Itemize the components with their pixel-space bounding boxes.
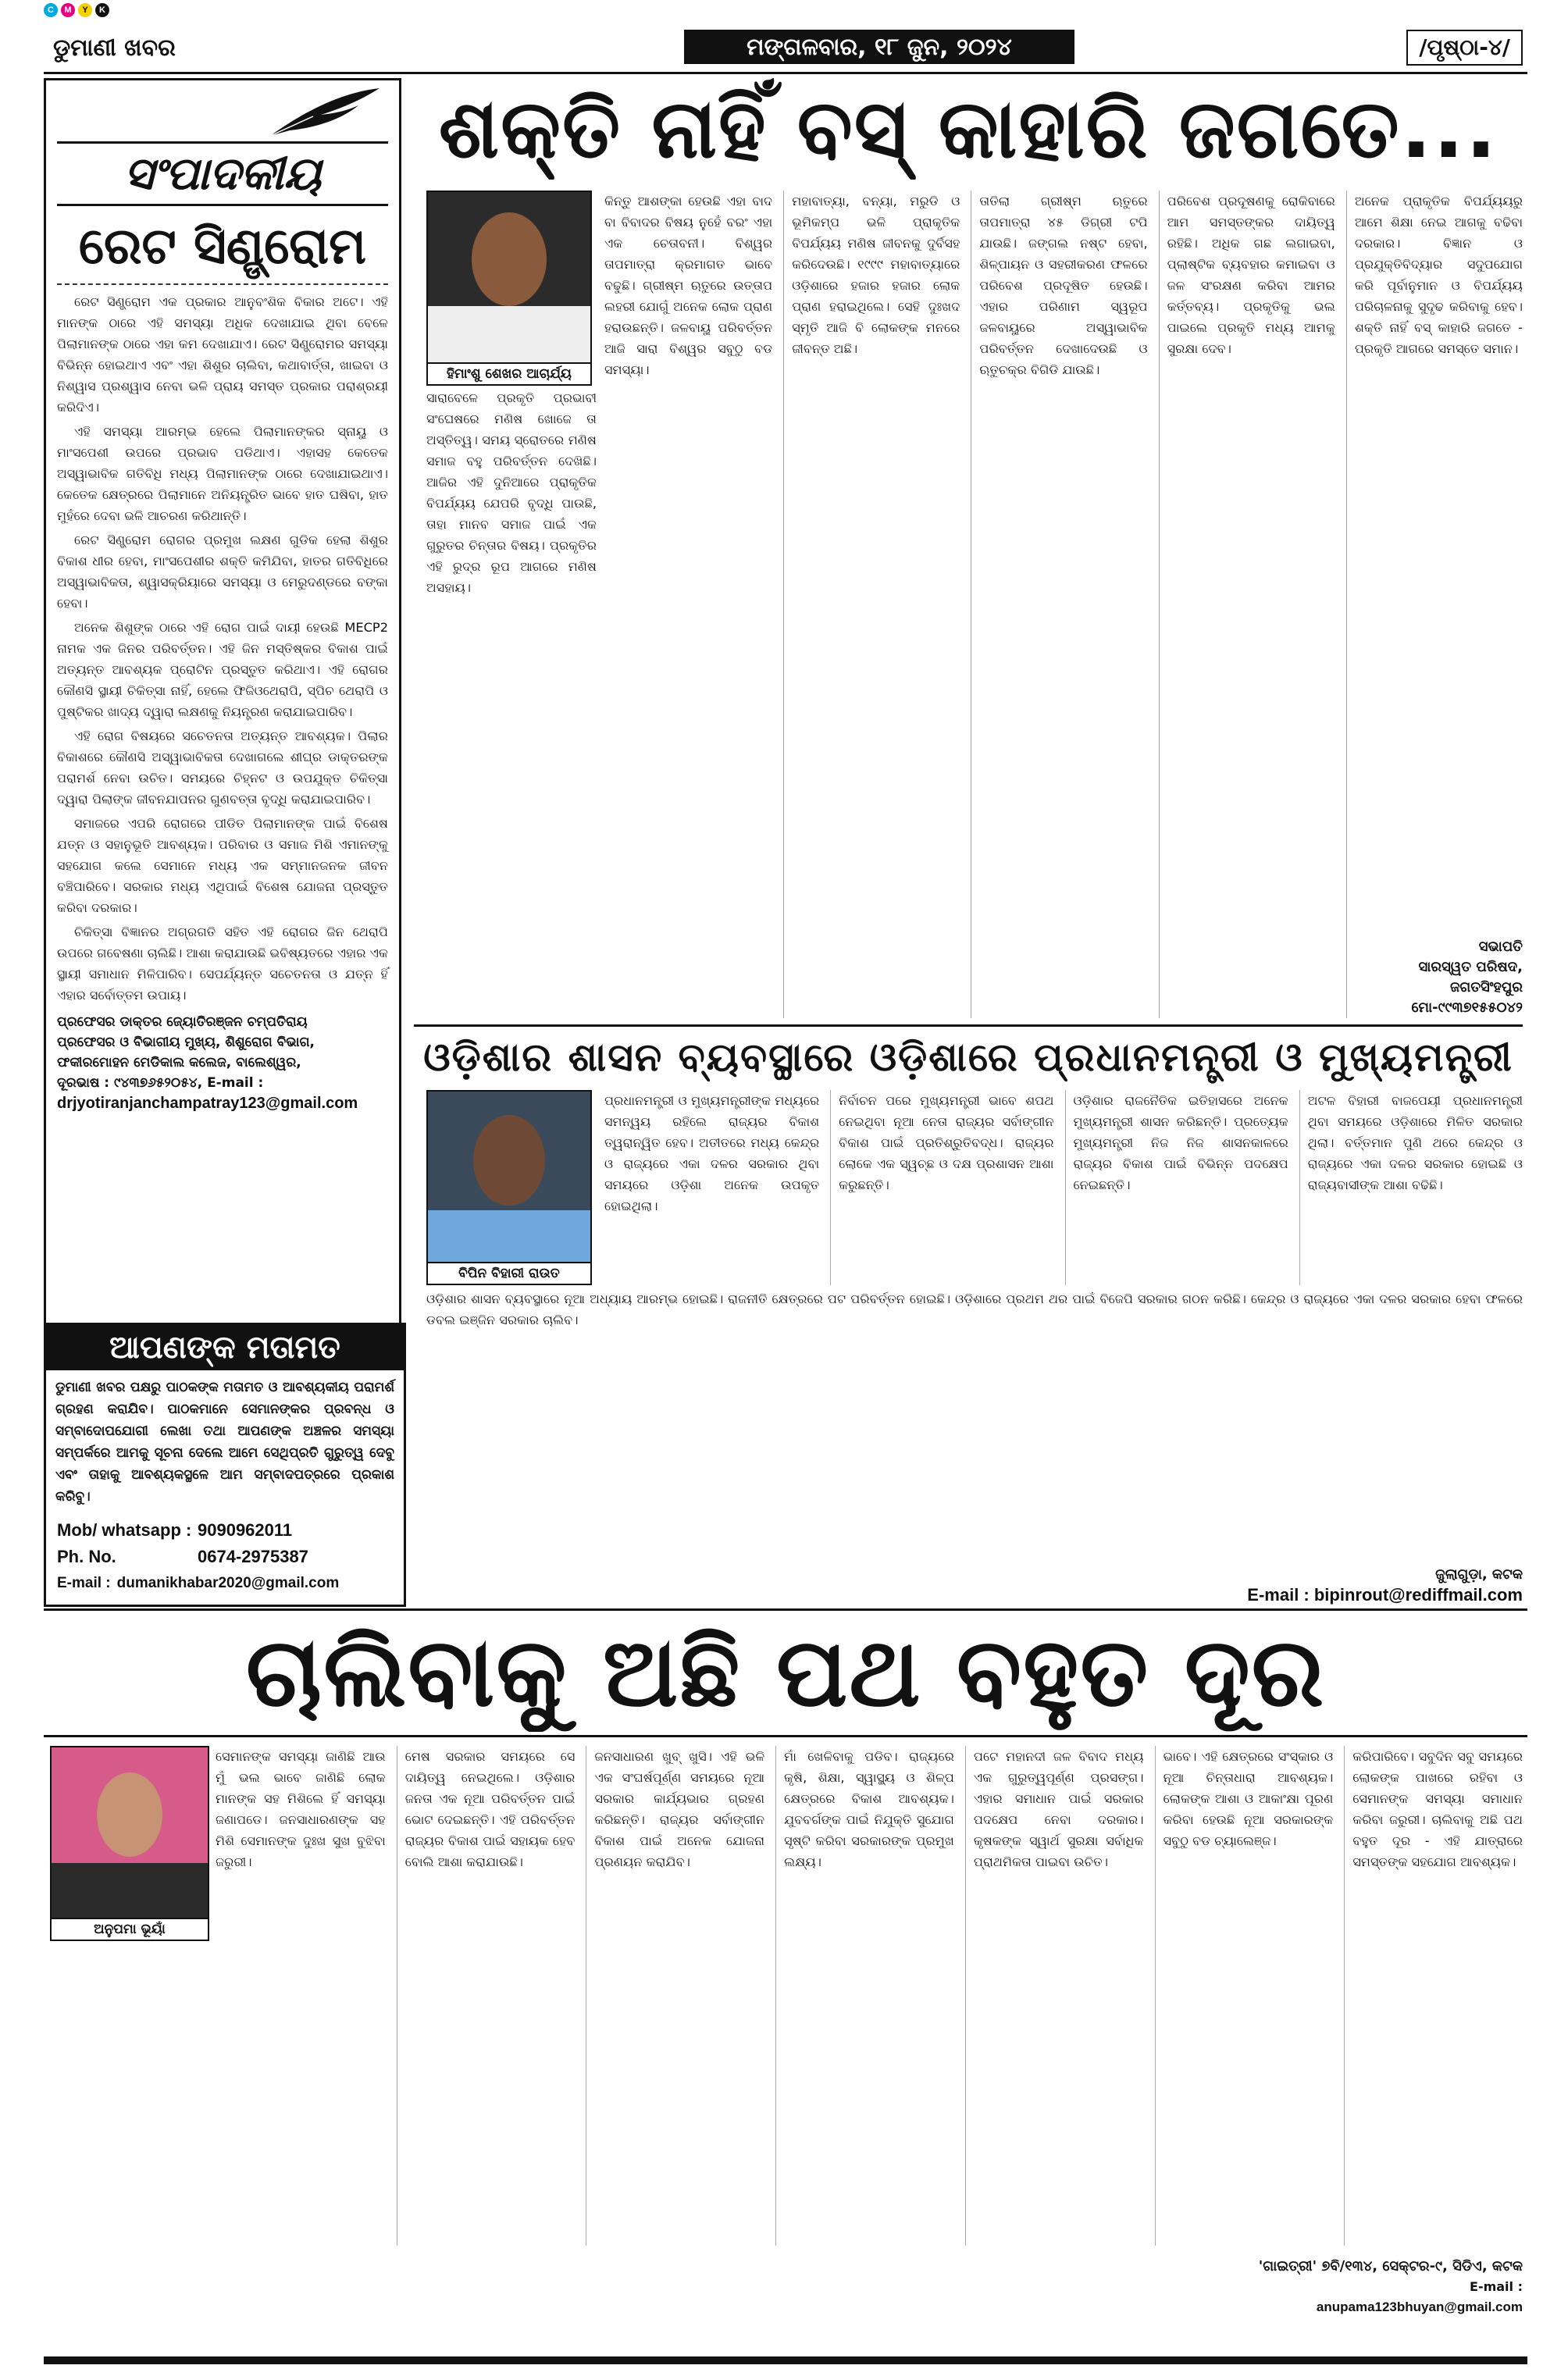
mobile-number[interactable]: 9090962011 bbox=[198, 1520, 293, 1540]
article1-col-6-text: ଅନେକ ପ୍ରାକୃତିକ ବିପର୍ଯ୍ୟୟରୁ ଆମେ ଶିକ୍ଷା ନେଇ ଆଗକୁ ବଢିବା ଦରକାର। ବିଜ୍ଞାନ ଓ ପ୍ରଯୁକ୍ତିବିଦ୍ୟାର ସଦୁପଯୋଗ କରି ପୂର୍ବାନୁମାନ ଓ ବିପର୍ଯ୍ୟୟ ପରିଚାଳନାକୁ ସୁଦୃଢ କରିବାକୁ ହେବ। ଶକ୍ତି ନାହିଁ ବସ୍ କାହାରି ଜଗତେ - ପ୍ରକୃତି ଆଗରେ ସମସ୍ତେ ସମାନ। bbox=[1354, 194, 1523, 356]
editorial-author bbox=[57, 1012, 388, 1113]
article1-body-right bbox=[604, 191, 1523, 1018]
paragraph: ରେଟ ସିଣ୍ଡ୍ରୋମ ରୋଗର ପ୍ରମୁଖ ଲକ୍ଷଣ ଗୁଡିକ ହେଲା ଶିଶୁର ବିକାଶ ଧୀର ହେବା, ମାଂସପେଶୀର ଶକ୍ତି କମିଯିବା, ହାତର ଗତିବିଧିରେ ଅସ୍ୱାଭାବିକତା, ଶ୍ୱାସକ୍ରିୟାରେ ସମସ୍ୟା ଓ ମେରୁଦଣ୍ଡରେ ବଙ୍କା ହେବା। bbox=[57, 533, 388, 611]
signature-place: ଜୁଲାଗୁଡ଼ା, କଟକ bbox=[1435, 1566, 1523, 1583]
shirt-shape bbox=[428, 1210, 590, 1262]
footer-bar bbox=[44, 2356, 1527, 2364]
face-shape bbox=[97, 1772, 162, 1857]
opinion-heading: ଆପଣଙ୍କ ମତାମତ bbox=[46, 1325, 404, 1370]
article1-photo-caption: ହିମାଂଶୁ ଶେଖର ଆଚାର୍ଯ୍ୟ bbox=[426, 362, 592, 386]
article3-col-1: ସେମାନଙ୍କ ସମସ୍ୟା ଜାଣିଛି ଆଉ ମୁଁ ଭଲ ଭାବେ ଜାଣିଛି ଲୋକ ମାନଙ୍କ ସହ ମିଶିଲେ ହିଁ ସମସ୍ୟା ଜଣାପଡେ। ଜନସାଧାରଣଙ୍କ ସହ ମିଶି ସେମାନଙ୍କ ଦୁଃଖ ସୁଖ ବୁଝିବା ଜରୁରୀ। bbox=[216, 1749, 386, 1869]
article3-body-lower bbox=[50, 1952, 206, 2342]
article3-email[interactable]: anupama123bhuyan@gmail.com bbox=[1316, 2299, 1523, 2314]
author-line: ପ୍ରଫେସର ଡାକ୍ତର ଜ୍ୟୋତିରଞ୍ଜନ ଚମ୍ପତିରାୟ bbox=[57, 1014, 308, 1030]
phone-label: Ph. No. bbox=[57, 1547, 116, 1566]
page-header bbox=[44, 25, 1527, 74]
contact-info bbox=[46, 1514, 404, 1605]
article3-col-7: କରିପାରିବେ। ସବୁଦିନ ସବୁ ସମୟରେ ଲୋକଙ୍କ ପାଖରେ ରହିବା ଓ ସେମାନଙ୍କ ସମସ୍ୟା ସମାଧାନ କରିବା ଜରୁରୀ। ଚାଲିବାକୁ ଅଛି ପଥ ବହୁତ ଦୂର - ଏହି ଯାତ୍ରାରେ ସମସ୍ତଙ୍କ ସହଯୋଗ ଆବଶ୍ୟକ। bbox=[1344, 1746, 1523, 2246]
article3-signature bbox=[1249, 2257, 1523, 2317]
paragraph: ସମାଜରେ ଏପରି ରୋଗରେ ପୀଡିତ ପିଲାମାନଙ୍କ ପାଇଁ ବିଶେଷ ଯତ୍ନ ଓ ସହାନୁଭୂତି ଆବଶ୍ୟକ। ପରିବାର ଓ ସମାଜ ମିଶି ଏମାନଙ୍କୁ ସହଯୋଗ କଲେ ସେମାନେ ମଧ୍ୟ ଏକ ସମ୍ମାନଜନକ ଜୀବନ ବଞ୍ଚିପାରିବେ। ସରକାର ମଧ୍ୟ ଏଥିପାଇଁ ବିଶେଷ ଯୋଜନା ପ୍ରସ୍ତୁତ କରିବା ଦରକାର। bbox=[57, 816, 388, 915]
article1-col-5: ପରିବେଶ ପ୍ରଦୂଷଣକୁ ରୋକିବାରେ ଆମ ସମସ୍ତଙ୍କର ଦାୟିତ୍ୱ ରହିଛି। ଅଧିକ ଗଛ ଲଗାଇବା, ପ୍ଲାଷ୍ଟିକ ବ୍ୟବହାର କମାଇବା ଓ ଜଳ ସଂରକ୍ଷଣ କରିବା ଆମର କର୍ତ୍ତବ୍ୟ। ପ୍ରକୃତିକୁ ଭଲ ପାଇଲେ ପ୍ରକୃତି ମଧ୍ୟ ଆମକୁ ସୁରକ୍ଷା ଦେବ। bbox=[1159, 191, 1335, 1018]
signature-place: ସାରସ୍ୱତ ପରିଷଦ, ଜଗତସିଂହପୁର bbox=[1418, 959, 1523, 996]
author-line: ପ୍ରଫେସର ଓ ବିଭାଗୀୟ ମୁଖ୍ୟ, ଶିଶୁରୋଗ ବିଭାଗ, bbox=[57, 1035, 315, 1050]
article2-col-2: ପ୍ରଧାନମନ୍ତ୍ରୀ ଓ ମୁଖ୍ୟମନ୍ତ୍ରୀଙ୍କ ମଧ୍ୟରେ ସମନ୍ୱୟ ରହିଲେ ରାଜ୍ୟର ବିକାଶ ତ୍ୱରାନ୍ୱିତ ହେବ। ଅତୀତରେ ମଧ୍ୟ କେନ୍ଦ୍ର ଓ ରାଜ୍ୟରେ ଏକା ଦଳର ସରକାର ଥିବା ସମୟରେ ଓଡ଼ିଶା ଅନେକ ଉପକୃତ ହୋଇଥିଲା। bbox=[604, 1093, 820, 1213]
paragraph: ଅନେକ ଶିଶୁଙ୍କ ଠାରେ ଏହି ରୋଗ ପାଇଁ ଦାୟୀ ହେଉଛି MECP2 ନାମକ ଏକ ଜିନର ପରିବର୍ତ୍ତନ। ଏହି ଜିନ ମସ୍ତିଷ୍କର ବିକାଶ ପାଇଁ ଅତ୍ୟନ୍ତ ଆବଶ୍ୟକ ପ୍ରୋଟିନ ପ୍ରସ୍ତୁତ କରିଥାଏ। ଏହି ରୋଗର କୌଣସି ସ୍ଥାୟୀ ଚିକିତ୍ସା ନାହିଁ, ହେଲେ ଫିଜିଓଥେରାପି, ସ୍ପିଚ ଥେରାପି ଓ ପୁଷ୍ଟିକର ଖାଦ୍ୟ ଦ୍ୱାରା ଲକ୍ଷଣକୁ ନିୟନ୍ତ୍ରଣ କରାଯାଇପାରିବ। bbox=[57, 620, 388, 719]
article3-col-4: ମାଁ ଖେଳିବାକୁ ପଡିବ। ରାଜ୍ୟରେ କୃଷି, ଶିକ୍ଷା, ସ୍ୱାସ୍ଥ୍ୟ ଓ ଶିଳ୍ପ କ୍ଷେତ୍ରରେ ବିକାଶ ଆବଶ୍ୟକ। ଯୁବବର୍ଗଙ୍କ ପାଇଁ ନିଯୁକ୍ତି ସୁଯୋଗ ସୃଷ୍ଟି କରିବା ସରକାରଙ୍କ ପ୍ରମୁଖ ଲକ୍ଷ୍ୟ। bbox=[775, 1746, 954, 2246]
article3-photo-caption: ଅନୁପମା ଭୂୟାଁ bbox=[50, 1918, 209, 1941]
email-label: E-mail : bbox=[57, 1575, 111, 1591]
article2-email[interactable]: E-mail : bipinrout@rediffmail.com bbox=[1247, 1585, 1523, 1605]
article3-col-0 bbox=[50, 1952, 206, 2342]
paragraph: ଚିକିତ୍ସା ବିଜ୍ଞାନର ଅଗ୍ରଗତି ସହିତ ଏହି ରୋଗର ଜିନ ଥେରାପି ଉପରେ ଗବେଷଣା ଚାଲିଛି। ଆଶା କରାଯାଉଛି ଭବିଷ୍ୟତରେ ଏହାର ଏକ ସ୍ଥାୟୀ ସମାଧାନ ମିଳିପାରିବ। ସେପର୍ଯ୍ୟନ୍ତ ସଚେତନତା ଓ ଯତ୍ନ ହିଁ ଏହାର ସର୍ବୋତ୍ତମ ଉପାୟ। bbox=[57, 924, 388, 1003]
article1-col-3: ମହାବାତ୍ୟା, ବନ୍ୟା, ମରୁଡି ଓ ଭୂମିକମ୍ପ ଭଳି ପ୍ରାକୃତିକ ବିପର୍ଯ୍ୟୟ ମଣିଷ ଜୀବନକୁ ଦୁର୍ବିସହ କରିଦେଉଛି। ୧୯୯୯ ମହାବାତ୍ୟାରେ ଓଡ଼ିଶାରେ ହଜାର ହଜାର ଲୋକ ପ୍ରାଣ ହରାଇଥିଲେ। ସେହି ଦୁଃଖଦ ସ୍ମୃତି ଆଜି ବି ଲୋକଙ୍କ ମନରେ ଜୀବନ୍ତ ଅଛି। bbox=[783, 191, 960, 1018]
article1-body bbox=[426, 387, 597, 1028]
article2-signature bbox=[1093, 1565, 1523, 1605]
article1-signature bbox=[1355, 937, 1523, 1018]
signature-phone: ମୋ-୯୯୩୭୧୫୫୦୪୨ bbox=[1411, 999, 1523, 1016]
page-number: /ପୃଷ୍ଠା-୪/ bbox=[1406, 30, 1523, 66]
signature-title: ସଭାପତି bbox=[1478, 939, 1523, 955]
editorial-title: ରେଟ ସିଣ୍ଡ୍ରୋମ bbox=[78, 217, 367, 276]
article1-col-1: ସାରାବେଳେ ପ୍ରକୃତି ପ୍ରଭାବୀ ସଂଘେଷରେ ମଣିଷ ଖୋଜେ ତା ଅସ୍ତିତ୍ୱ। ସମୟ ସ୍ରୋତରେ ମଣିଷ ସମାଜ ବହୁ ପରିବର୍ତ୍ତନ ଦେଖିଛି। ଆଜିର ଏହି ଦୁନିଆରେ ପ୍ରାକୃତିକ ବିପର୍ଯ୍ୟୟ ଯେପରି ବୃଦ୍ଧି ପାଉଛି, ତାହା ମାନବ ସମାଜ ପାଇଁ ଏକ ଗୁରୁତର ଚିନ୍ତାର ବିଷୟ। ପ୍ରକୃତିର ଏହି ରୁଦ୍ର ରୂପ ଆଗରେ ମଣିଷ ଅସହାୟ। bbox=[426, 390, 597, 595]
divider bbox=[44, 1608, 1527, 1611]
cmyk-y: Y bbox=[78, 3, 92, 17]
author-line: ଫକୀରମୋହନ ମେଡିକାଲ କଲେଜ, ବାଲେଶ୍ୱର, bbox=[57, 1055, 301, 1070]
email-row bbox=[57, 1570, 393, 1597]
article3-col-2: ମେଷ ସରକାର ସମୟରେ ସେ ଦାୟିତ୍ୱ ନେଇଥିଲେ। ଓଡ଼ିଶାର ଜନତା ଏକ ନୂଆ ପରିବର୍ତ୍ତନ ପାଇଁ ଭୋଟ ଦେଇଛନ୍ତି। ଏହି ପରିବର୍ତ୍ତନ ରାଜ୍ୟର ବିକାଶ ପାଇଁ ସହାୟକ ହେବ ବୋଲି ଆଶା କରାଯାଉଛି। bbox=[397, 1746, 576, 2246]
article2-col-5: ଅଟଳ ବିହାରୀ ବାଜପେୟୀ ପ୍ରଧାନମନ୍ତ୍ରୀ ଥିବା ସମୟରେ ଓଡ଼ିଶାରେ ମିଳିତ ସରକାର ଥିଲା। ବର୍ତ୍ତମାନ ପୁଣି ଥରେ କେନ୍ଦ୍ର ଓ ରାଜ୍ୟରେ ଏକା ଦଳର ସରକାର ହୋଇଛି ଓ ରାଜ୍ୟବାସୀଙ୍କ ଆଶା ବଢିଛି। bbox=[1299, 1090, 1523, 1285]
article3-headline: ଚାଲିବାକୁ ଅଛି ପଥ ବହୁତ ଦୂର bbox=[245, 1617, 1326, 1728]
article2-col-1: ଓଡ଼ିଶାର ଶାସନ ବ୍ୟବସ୍ଥାରେ ନୂଆ ଅଧ୍ୟାୟ ଆରମ୍ଭ ହୋଇଛି। ରାଜନୀତି କ୍ଷେତ୍ରରେ ପଟ ପରିବର୍ତ୍ତନ ହୋଇଛି। ଓଡ଼ିଶାରେ ପ୍ରଥମ ଥର ପାଇଁ ବିଜେପି ସରକାର ଗଠନ କରିଛି। କେନ୍ଦ୍ର ଓ ରାଜ୍ୟରେ ଏକା ଦଳର ସରକାର ହେବା ଫଳରେ ଡବଲ ଇଞ୍ଜିନ ସରକାର ଚାଲିବ। bbox=[426, 1291, 1523, 1327]
quill-pen-icon bbox=[266, 85, 383, 140]
phone-number[interactable]: 0674-2975387 bbox=[198, 1547, 308, 1566]
paper-name: ଡୁମାଣୀ ଖବର bbox=[53, 34, 176, 62]
signature-place: 'ଗାଇତ୍ରୀ' ୭ବି/୧୩୪, ସେକ୍ଟର-୯, ସିଡିଏ, କଟକ bbox=[1258, 2258, 1523, 2274]
article3-col-3: ଜନସାଧାରଣ ଖୁବ୍ ଖୁସି। ଏହି ଭଳି ଏକ ସଂଘର୍ଷପୂର୍ଣ୍ଣ ସମୟରେ ନୂଆ ସରକାର କାର୍ଯ୍ୟଭାର ଗ୍ରହଣ କରିଛନ୍ତି। ରାଜ୍ୟର ସର୍ବାଙ୍ଗୀନ ବିକାଶ ପାଇଁ ଅନେକ ଯୋଜନା ପ୍ରଣୟନ କରାଯିବ। bbox=[586, 1746, 764, 2246]
article1-col-4: ତାତିଲା ଗ୍ରୀଷ୍ମ ଋତୁରେ ତାପମାତ୍ରା ୪୫ ଡିଗ୍ରୀ ଟପି ଯାଉଛି। ଜଙ୍ଗଲ ନଷ୍ଟ ହେବା, ଶିଳ୍ପାୟନ ଓ ସହରୀକରଣ ଫଳରେ ପରିବେଶ ପ୍ରଦୂଷିତ ହେଉଛି। ଏହାର ପରିଣାମ ସ୍ୱରୂପ ଜଳବାୟୁରେ ଅସ୍ୱାଭାବିକ ପରିବର୍ତ୍ତନ ଦେଖାଦେଉଛି ଓ ଋତୁଚକ୍ର ବିଗିଡି ଯାଉଛି। bbox=[971, 191, 1147, 1018]
article2-author-photo bbox=[426, 1090, 592, 1263]
article2-photo-caption: ବିପିନ ବିହାରୀ ରାଉତ bbox=[426, 1262, 592, 1285]
author-line: ଦୂରଭାଷ : ୯୪୩୭୬୫୨୦୫୪, E-mail : bbox=[57, 1075, 264, 1091]
article2-body bbox=[426, 1288, 1523, 1574]
article3-col-6: ଭାବେ। ଏହି କ୍ଷେତ୍ରରେ ସଂସ୍କାର ଓ ନୂଆ ଚିନ୍ତାଧାରା ଆବଶ୍ୟକ। ଲୋକଙ୍କ ଆଶା ଓ ଆକାଂକ୍ଷା ପୂରଣ କରିବା ହେଉଛି ନୂଆ ସରକାରଙ୍କ ସବୁଠୁ ବଡ ଚ୍ୟାଲେଞ୍ଜ। bbox=[1155, 1746, 1334, 2246]
article1-headline: ଶକ୍ତି ନାହିଁ ବସ୍ କାହାରି ଜଗତେ... bbox=[438, 81, 1499, 176]
face-shape bbox=[473, 1115, 545, 1206]
article2-headline: ଓଡ଼ିଶାର ଶାସନ ବ୍ୟବସ୍ଥାରେ ଓଡ଼ିଶାରେ ପ୍ରଧାନମନ୍ତ୍ରୀ ଓ ମୁଖ୍ୟମନ୍ତ୍ରୀ bbox=[423, 1035, 1513, 1080]
article3-col-5: ପଟେ ମହାନଦୀ ଜଳ ବିବାଦ ମଧ୍ୟ ଏକ ଗୁରୁତ୍ୱପୂର୍ଣ୍ଣ ପ୍ରସଙ୍ଗ। ଏହାର ସମାଧାନ ପାଇଁ ସରକାର ପଦକ୍ଷେପ ନେବା ଦରକାର। କୃଷକଙ୍କ ସ୍ୱାର୍ଥ ସୁରକ୍ଷା ସର୍ବାଧିକ ପ୍ରାଥମିକତା ପାଇବା ଉଚିତ। bbox=[965, 1746, 1144, 2246]
divider bbox=[44, 1735, 1527, 1737]
article2-body-right bbox=[604, 1090, 1523, 1285]
mobile-row bbox=[57, 1517, 393, 1544]
cmyk-marks bbox=[44, 3, 109, 17]
dress-shape bbox=[52, 1863, 208, 1918]
face-shape bbox=[472, 212, 547, 306]
article1-author-photo bbox=[426, 191, 592, 364]
opinion-box bbox=[44, 1323, 406, 1607]
opinion-body: ଡୁମାଣୀ ଖବର ପକ୍ଷରୁ ପାଠକଙ୍କ ମତାମତ ଓ ଆବଶ୍ୟକୀୟ ପରାମର୍ଶ ଗ୍ରହଣ କରାଯିବ। ପାଠକମାନେ ସେମାନଙ୍କର ପ୍ରବନ୍ଧ ଓ ସମ୍ବାଦୋପଯୋଗୀ ଲେଖା ତଥା ଆପଣଙ୍କ ଅଞ୍ଚଳର ସମସ୍ୟା ସମ୍ପର୍କରେ ଆମକୁ ସୂଚନା ଦେଲେ ଆମେ ସେଥିପ୍ରତି ଗୁରୁତ୍ୱ ଦେବୁ ଏବଂ ତାହାକୁ ଆବଶ୍ୟକସ୍ଥଳେ ଆମ ସମ୍ବାଦପତ୍ରରେ ପ୍ରକାଶ କରିବୁ। bbox=[55, 1380, 394, 1505]
editorial-box bbox=[44, 78, 401, 1329]
article1-col-6 bbox=[1346, 191, 1523, 1018]
editorial-section-label: ସଂପାଦକୀୟ bbox=[57, 141, 388, 206]
article2-col-3: ନିର୍ବାଚନ ପରେ ମୁଖ୍ୟମନ୍ତ୍ରୀ ଭାବେ ଶପଥ ନେଇଥିବା ନୂଆ ନେତା ରାଜ୍ୟର ସର୍ବାଙ୍ଗୀନ ବିକାଶ ପାଇଁ ପ୍ରତିଶ୍ରୁତିବଦ୍ଧ। ରାଜ୍ୟର ଲୋକେ ଏକ ସ୍ୱଚ୍ଛ ଓ ଦକ୍ଷ ପ୍ରଶାସନ ଆଶା କରୁଛନ୍ତି। bbox=[830, 1090, 1053, 1285]
issue-date: ମଙ୍ଗଳବାର, ୧୮ ଜୁନ, ୨୦୨୪ bbox=[684, 30, 1074, 64]
cmyk-k: K bbox=[95, 3, 109, 17]
editorial-column bbox=[44, 78, 401, 1329]
article1-col-2: କିନ୍ତୁ ଆଶଙ୍କା ହେଉଛି ଏହା ବାଦ ବା ବିବାଦର ବିଷୟ ନୁହେଁ ବରଂ ଏହା ଏକ ଚେତାବନୀ। ବିଶ୍ୱର ତାପମାତ୍ରା କ୍ରମାଗତ ଭାବେ ବଢୁଛି। ଗ୍ରୀଷ୍ମ ଋତୁରେ ଉତ୍ତାପ ଲହରୀ ଯୋଗୁଁ ଅନେକ ଲୋକ ପ୍ରାଣ ହରାଉଛନ୍ତି। ଜଳବାୟୁ ପରିବର୍ତ୍ତନ ଆଜି ସାରା ବିଶ୍ୱର ସବୁଠୁ ବଡ ସମସ୍ୟା। bbox=[604, 194, 773, 377]
article2-col-4: ଓଡ଼ିଶାର ରାଜନୈତିକ ଇତିହାସରେ ଅନେକ ମୁଖ୍ୟମନ୍ତ୍ରୀ ଶାସନ କରିଛନ୍ତି। ପ୍ରତ୍ୟେକ ମୁଖ୍ୟମନ୍ତ୍ରୀ ନିଜ ନିଜ ଶାସନକାଳରେ ରାଜ୍ୟର ବିକାଶ ପାଇଁ ବିଭିନ୍ନ ପଦକ୍ଷେପ ନେଇଛନ୍ତି। bbox=[1065, 1090, 1288, 1285]
mobile-label: Mob/ whatsapp : bbox=[57, 1520, 192, 1540]
article3-author-photo bbox=[50, 1746, 209, 1919]
email-address[interactable]: dumanikhabar2020@gmail.com bbox=[116, 1575, 340, 1591]
editorial-body bbox=[57, 291, 388, 1006]
cmyk-c: C bbox=[44, 3, 58, 17]
paragraph: ଏହି ରୋଗ ବିଷୟରେ ସଚେତନତା ଅତ୍ୟନ୍ତ ଆବଶ୍ୟକ। ପିଲାର ବିକାଶରେ କୌଣସି ଅସ୍ୱାଭାବିକତା ଦେଖାଗଲେ ଶୀଘ୍ର ଡାକ୍ତରଙ୍କ ପରାମର୍ଶ ନେବା ଉଚିତ। ସମୟରେ ଚିହ୍ନଟ ଓ ଉପଯୁକ୍ତ ଚିକିତ୍ସା ଦ୍ୱାରା ପିଲାଙ୍କ ଜୀବନଯାପନର ଗୁଣବତ୍ତା ବୃଦ୍ଧି କରାଯାଇପାରିବ। bbox=[57, 728, 388, 807]
article3-body bbox=[216, 1746, 1523, 2246]
paragraph: ଏହି ସମସ୍ୟା ଆରମ୍ଭ ହେଲେ ପିଲାମାନଙ୍କର ସ୍ନାୟୁ ଓ ମାଂସପେଶୀ ଉପରେ ପ୍ରଭାବ ପଡିଥାଏ। ଏହାସହ କେତେକ ଅସ୍ୱାଭାବିକ ଗତିବିଧି ମଧ୍ୟ ପିଲାମାନଙ୍କ ଠାରେ ଦେଖାଯାଇଥାଏ। କେତେକ କ୍ଷେତ୍ରରେ ପିଲାମାନେ ଅନିୟନ୍ତ୍ରିତ ଭାବେ ହାତ ଘଷିବା, ହାତ ମୁହଁରେ ଦେବା ଭଳି ଆଚରଣ କରିଥାନ୍ତି। bbox=[57, 424, 388, 523]
divider bbox=[414, 1024, 1523, 1027]
email-row bbox=[1249, 2277, 1523, 2297]
paragraph: ରେଟ ସିଣ୍ଡ୍ରୋମ ଏକ ପ୍ରକାର ଆନୁବଂଶିକ ବିକାର ଅଟେ। ଏହି ମାନଙ୍କ ଠାରେ ଏହି ସମସ୍ୟା ଅଧିକ ଦେଖାଯାଇ ଥିବା ବେଳେ ପିଲାମାନଙ୍କ ଠାରେ ଏହା କମ ଦେଖାଯାଏ। ରେଟ ସିଣ୍ଡ୍ରୋମର ସମସ୍ୟା ବିଭିନ୍ନ ହୋଇଥାଏ ଏବଂ ଏହା ଶିଶୁର ଚାଲିବା, କଥାବାର୍ତ୍ତା, ଖାଇବା ଓ ନିଶ୍ୱାସ ପ୍ରଶ୍ୱାସ ନେବା ଭଳି ପ୍ରାୟ ସମସ୍ତ ପ୍ରକାର ପରାଶ୍ରୟୀ କରିଦିଏ। bbox=[57, 294, 388, 415]
email-label: E-mail : bbox=[1470, 2279, 1523, 2294]
divider bbox=[57, 283, 388, 285]
shirt-shape bbox=[428, 306, 590, 362]
cmyk-m: M bbox=[61, 3, 75, 17]
phone-row bbox=[57, 1544, 393, 1570]
author-email[interactable]: drjyotiranjanchampatray123@gmail.com bbox=[57, 1095, 358, 1112]
